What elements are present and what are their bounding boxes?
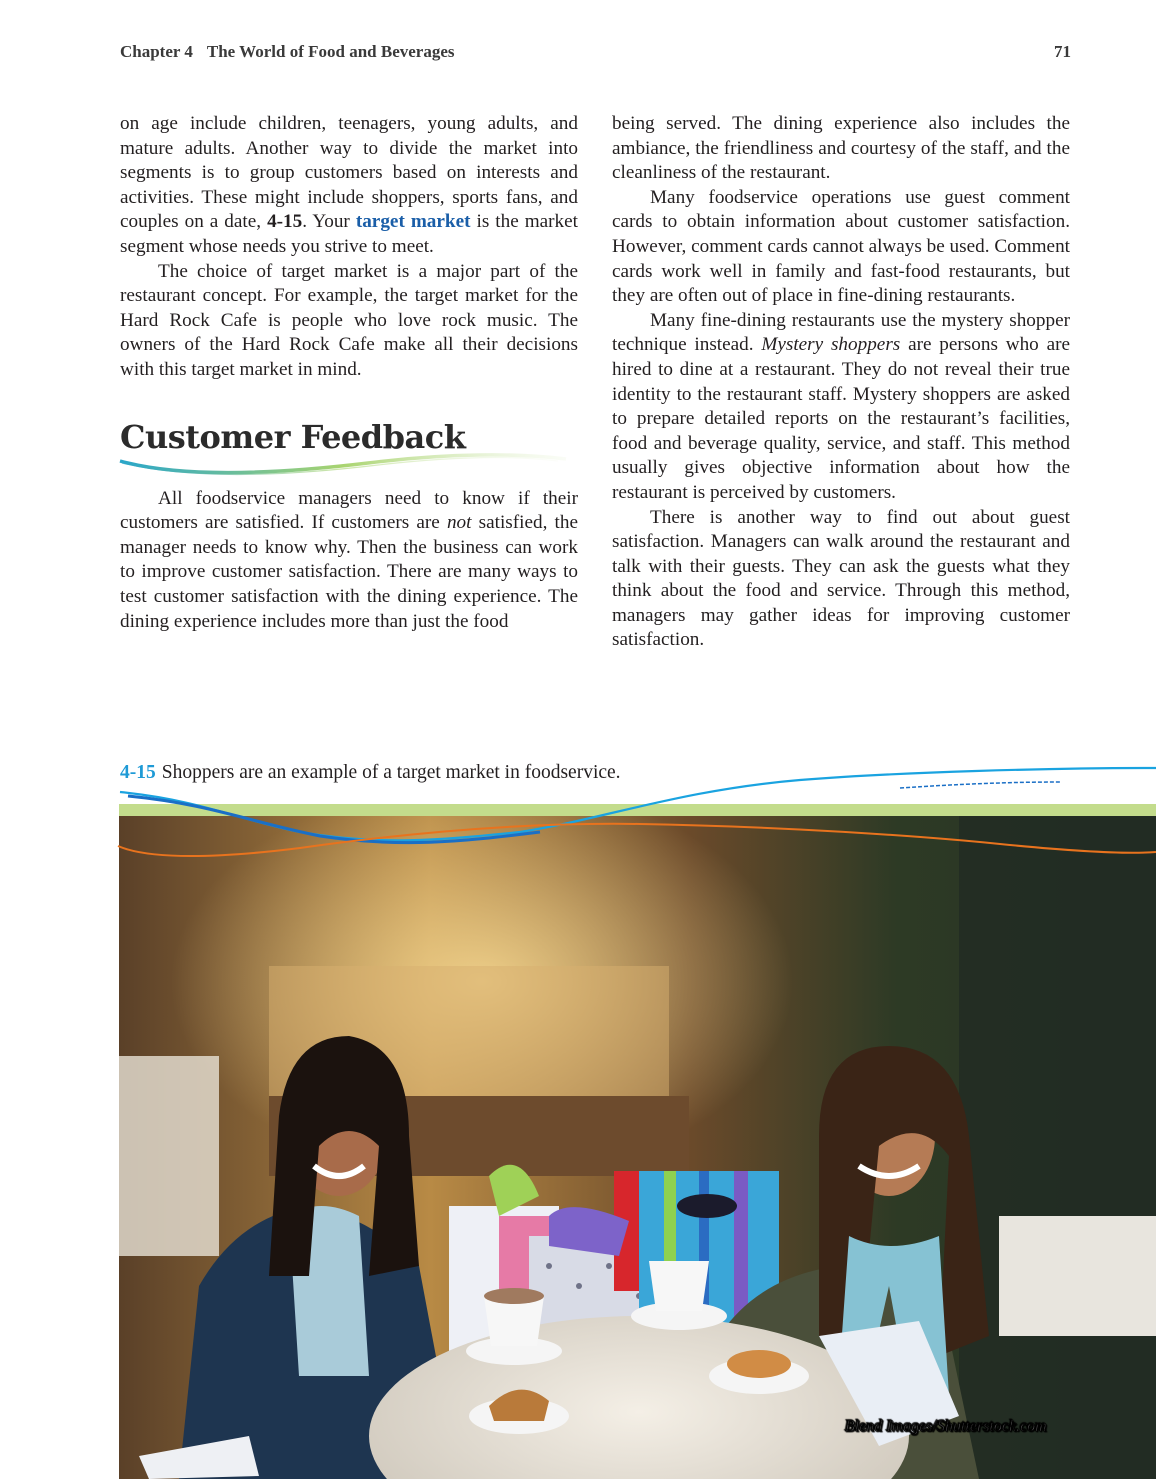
right-column	[612, 112, 1070, 653]
heading-swoosh-decoration	[118, 447, 568, 477]
chapter-title: The World of Food and Beverages	[206, 42, 455, 61]
page-number: 71	[1054, 42, 1071, 61]
figure-reference: 4-15	[267, 211, 303, 233]
paragraph	[120, 112, 578, 260]
cafe-shoppers-photo	[119, 816, 1156, 1479]
left-column	[120, 112, 578, 634]
paragraph: being served. The dining experience also includes the ambiance, the friendliness and courtesy of the staff, and the cleanliness of the restaurant.	[612, 113, 1070, 184]
emphasis: not	[446, 512, 472, 534]
text: are persons who are hired to dine at a restaurant. They do not reveal their true identity to the restaurant staff. Mystery shoppers are asked to prepare detailed reports on the restaurant’s facilities, food and beverage quality, service, and staff. This method usually gives objective information about how the restaurant is perceived by customers.	[612, 334, 1071, 503]
text: Many fine-dining restaurants use the mystery shopper technique instead.	[612, 309, 1070, 356]
caption-text: Shoppers are an example of a target market in foodservice.	[161, 762, 621, 783]
section-heading-block	[120, 417, 578, 487]
text: is the market segment whose needs you strive to meet.	[120, 211, 578, 257]
emphasis: Mystery shoppers	[761, 334, 901, 356]
figure-swoosh-decoration	[0, 760, 1156, 870]
paragraph	[612, 309, 1070, 506]
text: on age include children, teenagers, young adults, and mature adults. Another way to divide the market into segments is to group customers based on interests and activities. These might include shoppers, sports fans, and couples on a date,	[120, 113, 578, 233]
chapter-heading	[120, 42, 455, 62]
paragraph: The choice of target market is a major part of the restaurant concept. For example, the target market for the Hard Rock Cafe is people who love rock music. The owners of the Hard Rock Cafe make all their decisions with this target market in mind.	[120, 260, 578, 380]
figure-number: 4-15	[120, 762, 156, 783]
chapter-label: Chapter 4	[120, 42, 193, 61]
text: satisfied, the manager needs to know why. Then the business can work to improve customer satisfaction. There are many ways to test customer satisfaction with the dining experience. The dining experience includes more than just the food	[120, 512, 578, 632]
paragraph: There is another way to find out about guest satisfaction. Managers can walk around the restaurant and talk with their guests. They can ask the guests what they think about the food and service. Through this method, managers may gather ideas for improving customer satisfaction.	[612, 506, 1070, 651]
text: . Your	[302, 211, 356, 233]
photo-credit: Blend Images/Shutterstock.com	[845, 1418, 1047, 1435]
section-heading: Customer Feedback	[120, 417, 466, 456]
paragraph	[120, 487, 578, 635]
text: All foodservice managers need to know if their customers are satisfied. If customers are	[120, 487, 578, 534]
keyword-target-market: target market	[355, 211, 471, 233]
running-header	[120, 40, 1071, 66]
figure-photo	[119, 816, 1156, 1479]
paragraph: Many foodservice operations use guest comment cards to obtain information about customer satisfaction. However, comment cards cannot always be used. Comment cards work well in family and fast-food restaurants, but they are often out of place in fine-dining restaurants.	[612, 186, 1070, 307]
